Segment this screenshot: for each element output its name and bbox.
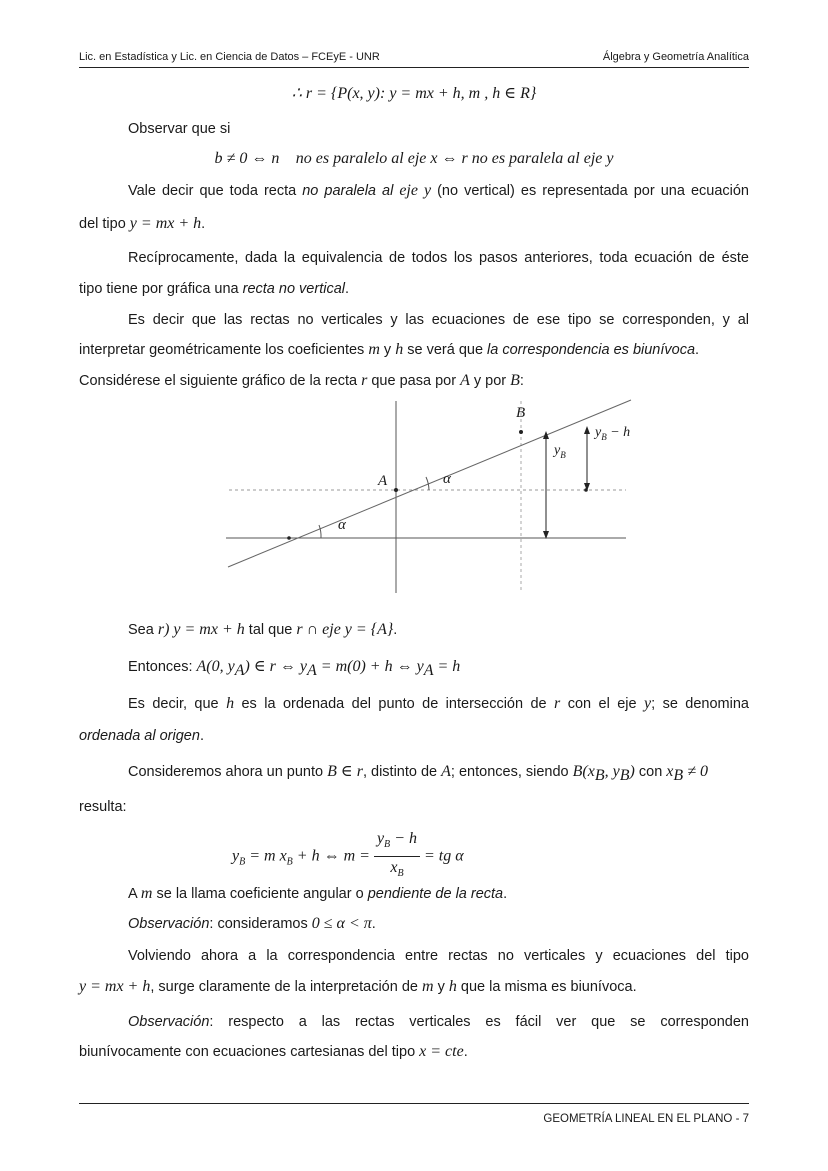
paragraph-10-line-1: Volviendo ahora a la correspondencia entre rectas no verticales y ecuaciones del tipo: [128, 948, 749, 964]
paragraph-8: A m se la llama coeficiente angular o pendiente de la recta.: [128, 885, 508, 902]
point-e: [287, 536, 291, 540]
header-left: Lic. en Estadística y Lic. en Ciencia de Datos – FCEyE - UNR: [79, 51, 380, 63]
paragraph-6-line-2: ordenada al origen.: [79, 728, 204, 744]
equation-equivalence: b ≠ 0 ⇔ n⃗ no es paralelo al eje x ⇔ r no es paralela al eje y: [214, 150, 614, 167]
page-footer: GEOMETRÍA LINEAL EN EL PLANO - 7: [79, 1103, 749, 1125]
equation-set-r: ∴ r = {P(x, y): y = mx + h, m , h ∈ R}: [291, 85, 537, 102]
paragraph-1-line-1: Vale decir que toda recta no paralela al eje y (no vertical) es representada por una ecuación: [128, 182, 749, 199]
paragraph-3-line-2: interpretar geométricamente los coeficientes m y h se verá que la correspondencia es biunívoca.: [79, 341, 700, 358]
label-yb: $y_B$: [554, 443, 566, 460]
paragraph-2-line-1: Recíprocamente, dada la equivalencia de todos los pasos anteriores, toda ecuación de éste: [128, 250, 749, 266]
label-alpha-a: α: [443, 471, 451, 487]
paragraph-7-line-2: resulta:: [79, 799, 127, 815]
line-r: [228, 400, 631, 567]
paragraph-11-line-1: Observación: respecto a las rectas verticales es fácil ver que se corresponden: [128, 1014, 749, 1030]
paragraph-3-line-1: Es decir que las rectas no verticales y las ecuaciones de ese tipo se corresponden, y al: [128, 312, 749, 328]
angle-arc-a: [426, 477, 429, 490]
label-a: A: [378, 473, 388, 489]
label-alpha-e: α: [338, 517, 346, 533]
point-a: [394, 488, 398, 492]
page-header: [79, 49, 749, 68]
point-b: [519, 430, 523, 434]
line-diagram: [226, 398, 646, 598]
paragraph-2-line-2: tipo tiene por gráfica una recta no vertical.: [79, 281, 350, 297]
equation-slope: $y_B = m$ $x_B + h$ ⇔ m = $\frac{y_B - h}{x_B}$ = tg α: [232, 828, 632, 885]
header-right: Álgebra y Geometría Analítica: [602, 51, 749, 63]
paragraph-1-line-2: del tipo y = mx + h.: [79, 215, 206, 232]
slope-fraction: $\frac{y_B - h}{x_B}$: [374, 828, 420, 885]
ybh-arrow-head-top: [584, 426, 590, 434]
paragraph-7-line-1: Consideremos ahora un punto B ∈ r, distinto de A; entonces, siendo $B(x_B$, $y_B$) con $x_B \ne 0$: [128, 763, 708, 784]
paragraph-4: Sea r) y = mx + h tal que r ∩ eje y = {A}.: [128, 621, 398, 638]
paragraph-10-line-2: y = mx + h, surge claramente de la interpretación de m y h que la misma es biunívoca.: [79, 978, 637, 995]
paragraph-3-line-3: Considérese el siguiente gráfico de la recta r que pasa por A y por B:: [79, 372, 524, 389]
paragraph-9: Observación: consideramos 0 ≤ α < π.: [128, 915, 376, 932]
angle-arc-e: [319, 525, 321, 538]
paragraph-6-line-1: Es decir, que h es la ordenada del punto de intersección de r con el eje y; se denomina: [128, 695, 749, 712]
label-b: B: [516, 405, 526, 421]
paragraph-5: Entonces: A(0, $y_A$) ∈ r ⇔ $y_A = m(0) + h$ ⇔ $y_A = h$: [128, 658, 461, 679]
observe-line: Observar que si: [128, 121, 231, 137]
paragraph-11-line-2: biunívocamente con ecuaciones cartesianas del tipo x = cte.: [79, 1043, 468, 1060]
label-yb-minus-h: $y_B - h$: [595, 425, 631, 442]
yb-arrow-head-top: [543, 431, 549, 439]
